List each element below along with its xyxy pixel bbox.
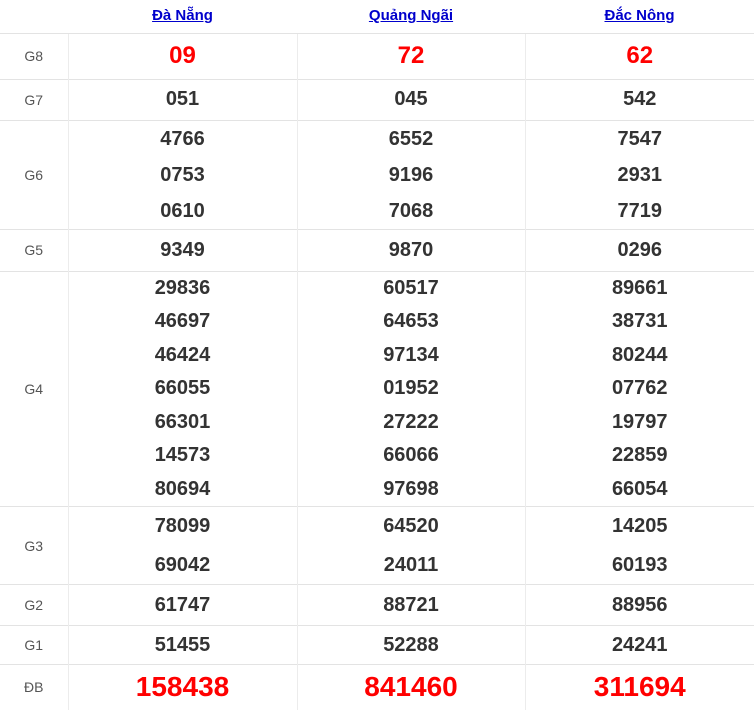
province-link-quang-ngai[interactable]: Quảng Ngãi bbox=[369, 7, 453, 24]
prize-number: 46697 bbox=[69, 305, 297, 339]
prize-number: 80244 bbox=[526, 339, 754, 373]
prize-number: 52288 bbox=[298, 634, 525, 657]
prize-label: G8 bbox=[0, 33, 68, 79]
prize-cell bbox=[68, 507, 297, 585]
prize-number: 80694 bbox=[69, 473, 297, 507]
prize-number: 88721 bbox=[298, 594, 525, 617]
corner-cell bbox=[0, 0, 68, 33]
prize-number: 7719 bbox=[526, 193, 754, 229]
prize-row bbox=[0, 626, 754, 665]
prize-number: 62 bbox=[526, 42, 754, 70]
prize-number: 542 bbox=[526, 88, 754, 111]
prize-number: 66301 bbox=[69, 406, 297, 440]
prize-cell bbox=[297, 229, 525, 271]
prize-number: 27222 bbox=[298, 406, 525, 440]
prize-row bbox=[0, 585, 754, 626]
prize-cell bbox=[68, 271, 297, 507]
prize-cell bbox=[297, 120, 525, 229]
prize-number: 0753 bbox=[69, 157, 297, 193]
prize-number: 311694 bbox=[526, 671, 754, 703]
prize-number: 01952 bbox=[298, 372, 525, 406]
prize-number: 158438 bbox=[69, 671, 297, 703]
prize-number: 9870 bbox=[298, 239, 525, 262]
prize-row bbox=[0, 507, 754, 585]
prize-number: 66055 bbox=[69, 372, 297, 406]
prize-number: 4766 bbox=[69, 121, 297, 157]
prize-number: 60517 bbox=[298, 272, 525, 306]
prize-row bbox=[0, 33, 754, 79]
prize-label: G1 bbox=[0, 626, 68, 665]
prize-cell bbox=[297, 79, 525, 120]
prize-number: 60193 bbox=[526, 546, 754, 585]
prize-number: 97698 bbox=[298, 473, 525, 507]
prize-number: 6552 bbox=[298, 121, 525, 157]
prize-number: 19797 bbox=[526, 406, 754, 440]
prize-number: 2931 bbox=[526, 157, 754, 193]
prize-number: 14573 bbox=[69, 439, 297, 473]
prize-cell bbox=[297, 507, 525, 585]
prize-number: 07762 bbox=[526, 372, 754, 406]
prize-cell bbox=[68, 120, 297, 229]
prize-number: 29836 bbox=[69, 272, 297, 306]
prize-row bbox=[0, 120, 754, 229]
prize-number: 7547 bbox=[526, 121, 754, 157]
prize-number: 78099 bbox=[69, 507, 297, 546]
prize-cell bbox=[68, 626, 297, 665]
province-link-dac-nong[interactable]: Đắc Nông bbox=[604, 7, 674, 24]
province-header-row bbox=[0, 0, 754, 33]
prize-number: 7068 bbox=[298, 193, 525, 229]
prize-label: G3 bbox=[0, 507, 68, 585]
prize-number: 051 bbox=[69, 88, 297, 111]
prize-number: 38731 bbox=[526, 305, 754, 339]
prize-cell bbox=[68, 229, 297, 271]
prize-number: 14205 bbox=[526, 507, 754, 546]
prize-number: 841460 bbox=[298, 671, 525, 703]
prize-number: 0610 bbox=[69, 193, 297, 229]
prize-number: 9196 bbox=[298, 157, 525, 193]
prize-cell bbox=[525, 507, 754, 585]
prize-cell bbox=[525, 271, 754, 507]
prize-number: 9349 bbox=[69, 239, 297, 262]
prize-cell bbox=[68, 79, 297, 120]
prize-number: 89661 bbox=[526, 272, 754, 306]
results-body bbox=[0, 33, 754, 710]
prize-cell bbox=[525, 229, 754, 271]
prize-number: 66054 bbox=[526, 473, 754, 507]
province-link-da-nang[interactable]: Đà Nẵng bbox=[152, 7, 213, 24]
prize-cell bbox=[68, 665, 297, 710]
province-header bbox=[68, 0, 297, 33]
prize-row bbox=[0, 271, 754, 507]
prize-label: G2 bbox=[0, 585, 68, 626]
prize-row bbox=[0, 665, 754, 710]
prize-cell bbox=[525, 79, 754, 120]
prize-number: 61747 bbox=[69, 594, 297, 617]
prize-number: 24011 bbox=[298, 546, 525, 585]
prize-number: 46424 bbox=[69, 339, 297, 373]
prize-cell bbox=[525, 33, 754, 79]
prize-label: G7 bbox=[0, 79, 68, 120]
prize-number: 045 bbox=[298, 88, 525, 111]
prize-cell bbox=[525, 626, 754, 665]
prize-number: 88956 bbox=[526, 594, 754, 617]
prize-cell bbox=[297, 626, 525, 665]
prize-number: 51455 bbox=[69, 634, 297, 657]
prize-row bbox=[0, 229, 754, 271]
prize-cell bbox=[297, 33, 525, 79]
prize-number: 69042 bbox=[69, 546, 297, 585]
province-header bbox=[525, 0, 754, 33]
prize-number: 0296 bbox=[526, 239, 754, 262]
prize-number: 22859 bbox=[526, 439, 754, 473]
prize-cell bbox=[525, 120, 754, 229]
prize-cell bbox=[68, 33, 297, 79]
province-header bbox=[297, 0, 525, 33]
prize-number: 64653 bbox=[298, 305, 525, 339]
prize-cell bbox=[68, 585, 297, 626]
prize-label: ĐB bbox=[0, 665, 68, 710]
prize-number: 09 bbox=[69, 42, 297, 70]
prize-number: 97134 bbox=[298, 339, 525, 373]
prize-label: G4 bbox=[0, 271, 68, 507]
prize-cell bbox=[297, 271, 525, 507]
prize-number: 24241 bbox=[526, 634, 754, 657]
prize-number: 72 bbox=[298, 42, 525, 70]
prize-number: 66066 bbox=[298, 439, 525, 473]
prize-cell bbox=[297, 585, 525, 626]
prize-cell bbox=[297, 665, 525, 710]
prize-label: G5 bbox=[0, 229, 68, 271]
prize-cell bbox=[525, 585, 754, 626]
prize-row bbox=[0, 79, 754, 120]
prize-cell bbox=[525, 665, 754, 710]
prize-label: G6 bbox=[0, 120, 68, 229]
prize-number: 64520 bbox=[298, 507, 525, 546]
